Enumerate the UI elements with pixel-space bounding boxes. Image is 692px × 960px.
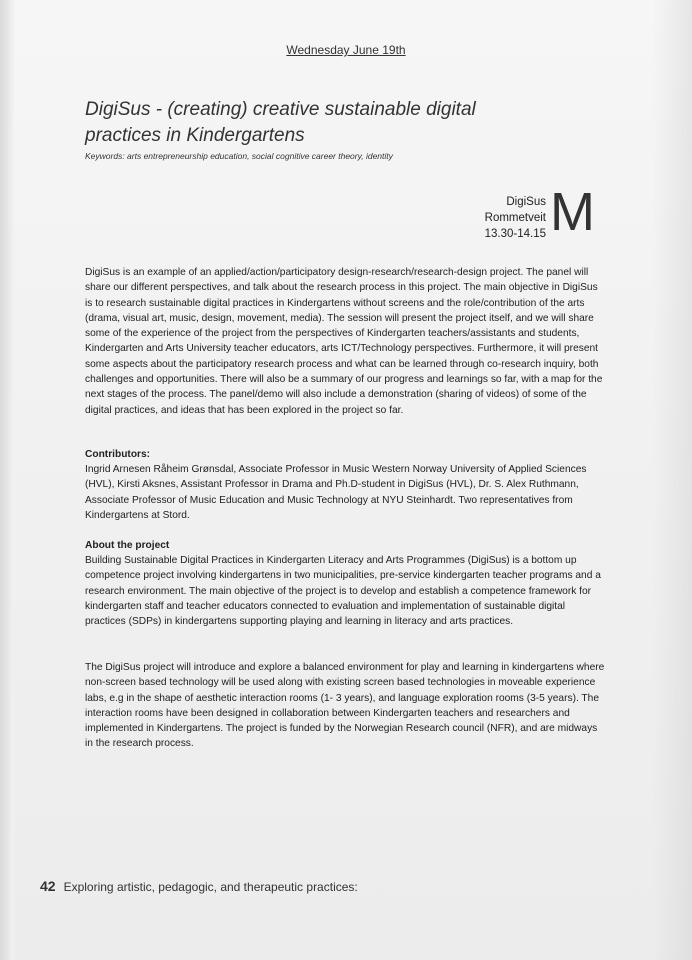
intro-text: DigiSus is an example of an applied/action/participatory design-research/research-design project. The panel will share our different perspectives, and talk about the research process in this project. The main objective in DigiSus is to research sustainable digital practices in Kindergartens without screens and the role/contribution of the arts (drama, visual art, music, design, movement, media). The session will present the project itself, and we will share some of the experience of the project from the perspectives of Kindergarten teachers/assistants and students, Kindergarten and Arts University teacher educators, arts ICT/Technology perspectives. Furthermore, it will present some aspects about the participatory research process and what can be learned through co-research inquiry, both challenges and opportunities. There will also be a summary of our progress and learnings so far, with a map for the next stages of the process. The panel/demo will also include a demonstration (sharing of videos) of some of the digital practices, and ideas that has been explored in the project so far. [85, 267, 603, 416]
session-title: DigiSus - (creating) creative sustainable digital practices in Kindergartens [85, 99, 476, 146]
page-footer [40, 878, 640, 894]
session-keywords: Keywords: arts entrepreneurship education, social cognitive career theory, identity [85, 151, 393, 161]
running-title: Exploring artistic, pedagogic, and therapeutic practices: [63, 880, 358, 894]
session-track-letter: M [550, 182, 595, 242]
about-paragraph-2 [85, 660, 605, 752]
contributors-paragraph [85, 462, 605, 523]
session-time: 13.30-14.15 [484, 228, 546, 240]
page-binding-edge [0, 0, 14, 960]
intro-paragraph [85, 265, 605, 418]
contributors-heading: Contributors: [85, 449, 151, 460]
session-room: Rommetveit [484, 212, 546, 224]
session-name: DigiSus [506, 196, 546, 208]
page-right-shade [652, 0, 692, 960]
about-text-2: The DigiSus project will introduce and explore a balanced environment for play and learning in kindergartens where non-screen based technology will be used along with existing screen based technologies in moveable experience labs, e.g in the shape of aesthetic interaction rooms (1- 3 years), and language exploration rooms (3-5 years). The interaction rooms have been designed in collaboration between Kindergarten teachers and researchers and implemented in Kindergartens. The project is funded by the Norwegian Research council (NFR), and are midways in the research process. [85, 662, 605, 750]
contributors-text: Ingrid Arnesen Råheim Grønsdal, Associate Professor in Music Western Norway University of Applied Sciences (HVL), Kirsti Aksnes, Assistant Professor in Drama and Ph.D-student in DigiSus (HVL), Dr. S. Alex Ruthmann, Associate Professor of Music Education and Music Technology at NYU Steinhardt. Two representatives from Kindergartens at Stord. [85, 464, 587, 521]
about-heading: About the project [85, 540, 170, 551]
session-info-block [430, 194, 546, 242]
about-paragraph [85, 553, 605, 629]
page-number: 42 [40, 878, 56, 894]
about-text: Building Sustainable Digital Practices in Kindergarten Literacy and Arts Programmes (DigiSus) is a bottom up competence project involving kindergartens in two municipalities, pre-service kindergarten teacher programs and a research environment. The main objective of the project is to develop and establish a competence framework for kindergarten staff and teacher educators connected to evaluation and implementation of sustainable digital practices (SDPs) in kindergartens supporting playing and learning in literacy and arts practices. [85, 555, 601, 628]
page-date-header: Wednesday June 19th [286, 43, 406, 57]
